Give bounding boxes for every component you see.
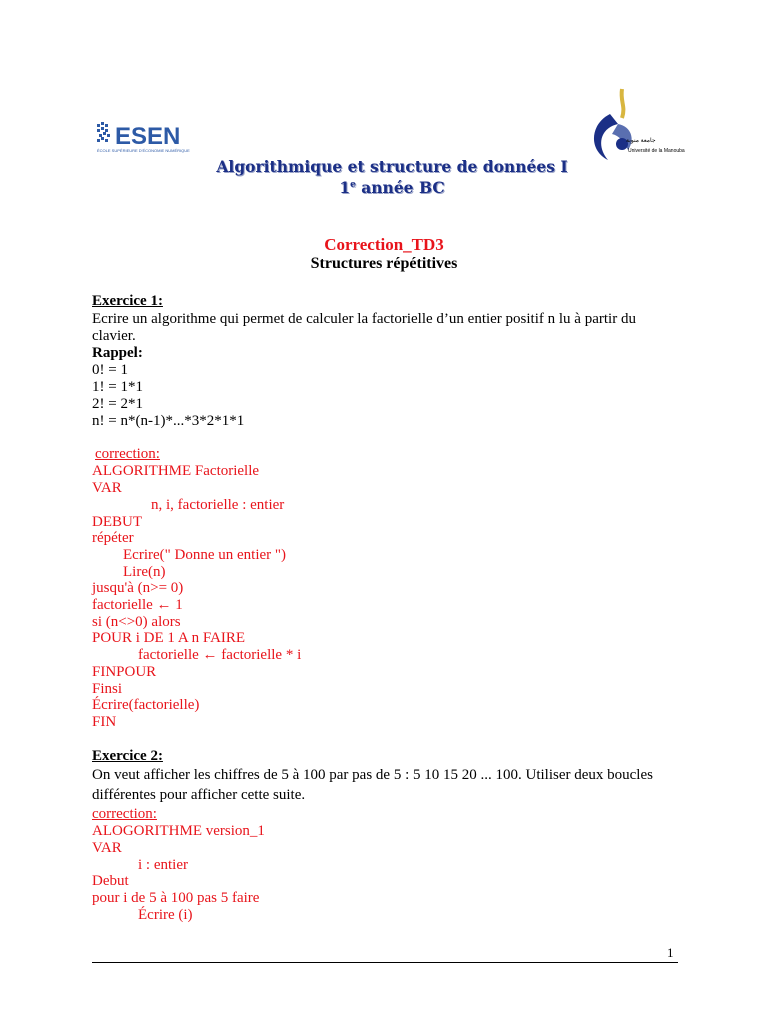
reminder-line: n! = n*(n-1)*...*3*2*1*1 — [92, 413, 245, 429]
code-line: Écrire(factorielle) — [92, 697, 200, 713]
code-line: Debut — [92, 873, 129, 889]
exercise1-statement-line2: clavier. — [92, 328, 136, 344]
code-line: Écrire (i) — [138, 907, 193, 923]
exercise1-correction-label: correction: — [95, 446, 160, 462]
code-line: factorielle ← 1 — [92, 597, 183, 613]
university-logo-text: Université de la Manouba — [628, 148, 685, 154]
code-line: si (n<>0) alors — [92, 614, 181, 630]
page-number: 1 — [667, 945, 674, 960]
reminder-label: Rappel: — [92, 345, 143, 361]
document-subtitle: Structures répétitives — [310, 255, 458, 272]
code-line: POUR i DE 1 A n FAIRE — [92, 630, 246, 646]
code-line: Lire(n) — [123, 564, 166, 580]
year-line: 1e année BC — [339, 178, 445, 197]
esen-logo-subtitle: ÉCOLE SUPÉRIEURE D'ÉCONOMIE NUMÉRIQUE — [97, 148, 190, 153]
code-line: n, i, factorielle : entier — [151, 497, 285, 513]
code-line: Ecrire(" Donne un entier ") — [123, 547, 287, 563]
code-line: FIN — [92, 714, 117, 730]
code-line: ALOGORITHME version_1 — [92, 823, 265, 839]
exercise2-correction-label: correction: — [92, 806, 157, 822]
code-line: Finsi — [92, 681, 123, 697]
code-line: VAR — [92, 480, 122, 496]
footer-rule — [92, 962, 678, 963]
esen-logo-text: ESEN — [115, 123, 181, 150]
exercise2-heading: Exercice 2: — [92, 748, 163, 764]
svg-text:جامعة منوبة: جامعة منوبة — [626, 138, 656, 144]
code-line: pour i de 5 à 100 pas 5 faire — [92, 890, 260, 906]
correction-title: Correction_TD3 — [324, 235, 444, 254]
esen-logo — [95, 118, 207, 158]
exercise1-statement-line1: Ecrire un algorithme qui permet de calculer la factorielle d’un entier positif n lu à partir du — [92, 311, 636, 327]
exercise1-heading: Exercice 1: — [92, 293, 163, 309]
code-line: i : entier — [138, 857, 188, 873]
code-line: VAR — [92, 840, 122, 856]
code-line: factorielle ← factorielle * i — [138, 647, 302, 663]
reminder-line: 2! = 2*1 — [92, 396, 143, 412]
code-line: ALGORITHME Factorielle — [92, 463, 260, 479]
reminder-line: 1! = 1*1 — [92, 379, 143, 395]
code-line: répéter — [92, 530, 134, 546]
exercise2-statement-line1: On veut afficher les chiffres de 5 à 100 par pas de 5 : 5 10 15 20 ... 100. Utiliser deux boucles — [92, 767, 653, 783]
code-line: FINPOUR — [92, 664, 157, 680]
course-title: Algorithmique et structure de données I — [216, 157, 568, 176]
code-line: jusqu'à (n>= 0) — [92, 580, 184, 596]
reminder-line: 0! = 1 — [92, 362, 128, 378]
code-line: DEBUT — [92, 514, 142, 530]
exercise2-statement-line2: différentes pour afficher cette suite. — [92, 787, 306, 803]
